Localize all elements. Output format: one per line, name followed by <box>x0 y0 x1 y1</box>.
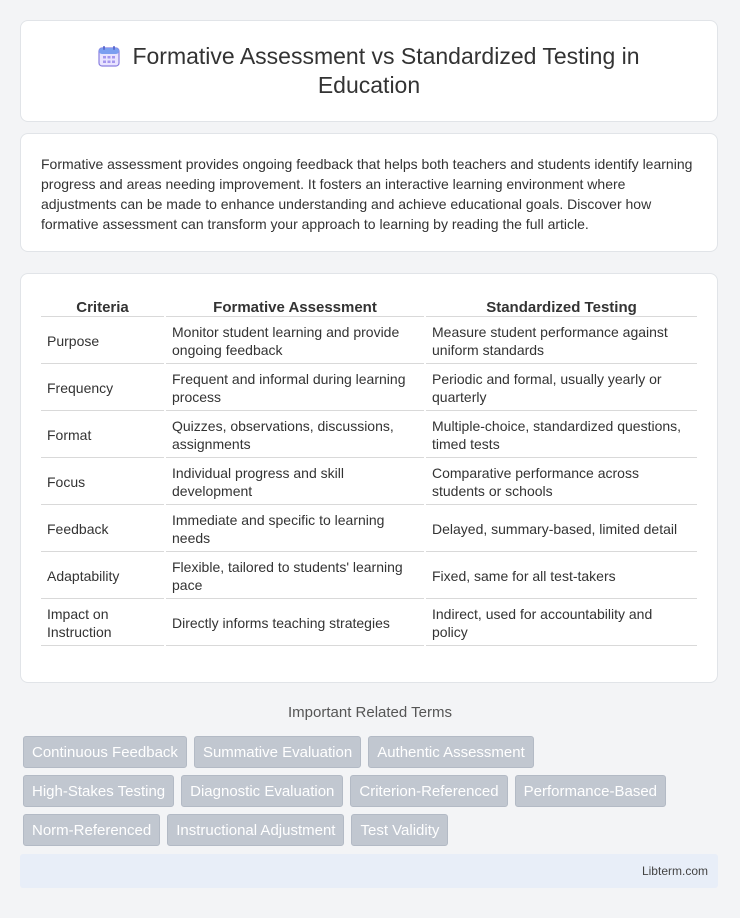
table-cell-criteria: Purpose <box>41 319 164 364</box>
column-header-formative: Formative Assessment <box>166 296 424 317</box>
table-cell-criteria: Feedback <box>41 507 164 552</box>
table-cell-criteria: Focus <box>41 460 164 505</box>
page-title <box>59 42 679 100</box>
table-cell-standardized: Delayed, summary-based, limited detail <box>426 507 697 552</box>
related-term-tag[interactable]: Criterion-Referenced <box>350 775 507 807</box>
table-cell-formative: Individual progress and skill development <box>166 460 424 505</box>
footer <box>20 854 718 888</box>
related-term-tag[interactable]: Performance-Based <box>515 775 666 807</box>
table-cell-formative: Immediate and specific to learning needs <box>166 507 424 552</box>
table-cell-formative: Quizzes, observations, discussions, assignments <box>166 413 424 458</box>
table-cell-criteria: Format <box>41 413 164 458</box>
column-header-standardized: Standardized Testing <box>426 296 697 317</box>
intro-card <box>20 133 718 252</box>
table-cell-criteria: Adaptability <box>41 554 164 599</box>
table-row <box>41 319 697 364</box>
calendar-icon <box>98 45 120 67</box>
related-term-tag[interactable]: Diagnostic Evaluation <box>181 775 343 807</box>
table-cell-standardized: Multiple-choice, standardized questions, timed tests <box>426 413 697 458</box>
column-header-criteria: Criteria <box>41 296 164 317</box>
related-term-tag[interactable]: Summative Evaluation <box>194 736 361 768</box>
related-term-tag[interactable]: Continuous Feedback <box>23 736 187 768</box>
table-row <box>41 554 697 599</box>
comparison-table <box>39 294 699 648</box>
table-cell-standardized: Periodic and formal, usually yearly or quarterly <box>426 366 697 411</box>
related-terms-heading: Important Related Terms <box>288 704 452 721</box>
comparison-table-card <box>20 273 718 683</box>
table-row <box>41 601 697 646</box>
table-cell-formative: Flexible, tailored to students' learning pace <box>166 554 424 599</box>
table-cell-formative: Directly informs teaching strategies <box>166 601 424 646</box>
table-cell-criteria: Frequency <box>41 366 164 411</box>
table-header-row <box>41 296 697 317</box>
table-cell-standardized: Indirect, used for accountability and policy <box>426 601 697 646</box>
table-cell-formative: Frequent and informal during learning process <box>166 366 424 411</box>
table-row <box>41 507 697 552</box>
table-cell-criteria: Impact on Instruction <box>41 601 164 646</box>
table-cell-standardized: Comparative performance across students or schools <box>426 460 697 505</box>
table-row <box>41 366 697 411</box>
table-row <box>41 413 697 458</box>
table-cell-standardized: Measure student performance against uniform standards <box>426 319 697 364</box>
related-term-tag[interactable]: Instructional Adjustment <box>167 814 344 846</box>
table-cell-formative: Monitor student learning and provide ongoing feedback <box>166 319 424 364</box>
intro-paragraph: Formative assessment provides ongoing feedback that helps both teachers and students identify learning progress and areas needing improvement. It fosters an interactive learning environment where adjustments can be made to enhance understanding and achieve educational goals. Discover how formative assessment can transform your approach to learning by reading the full article. <box>41 156 693 232</box>
table-row <box>41 460 697 505</box>
title-card <box>20 20 718 122</box>
related-term-tag[interactable]: Authentic Assessment <box>368 736 534 768</box>
footer-site-link[interactable]: Libterm.com <box>641 864 708 878</box>
related-term-tag[interactable]: Test Validity <box>351 814 448 846</box>
table-cell-standardized: Fixed, same for all test-takers <box>426 554 697 599</box>
page-title-text: Formative Assessment vs Standardized Testing in Education <box>132 43 640 98</box>
related-term-tag[interactable]: High-Stakes Testing <box>23 775 174 807</box>
related-term-tag[interactable]: Norm-Referenced <box>23 814 160 846</box>
related-terms-list <box>23 736 723 853</box>
